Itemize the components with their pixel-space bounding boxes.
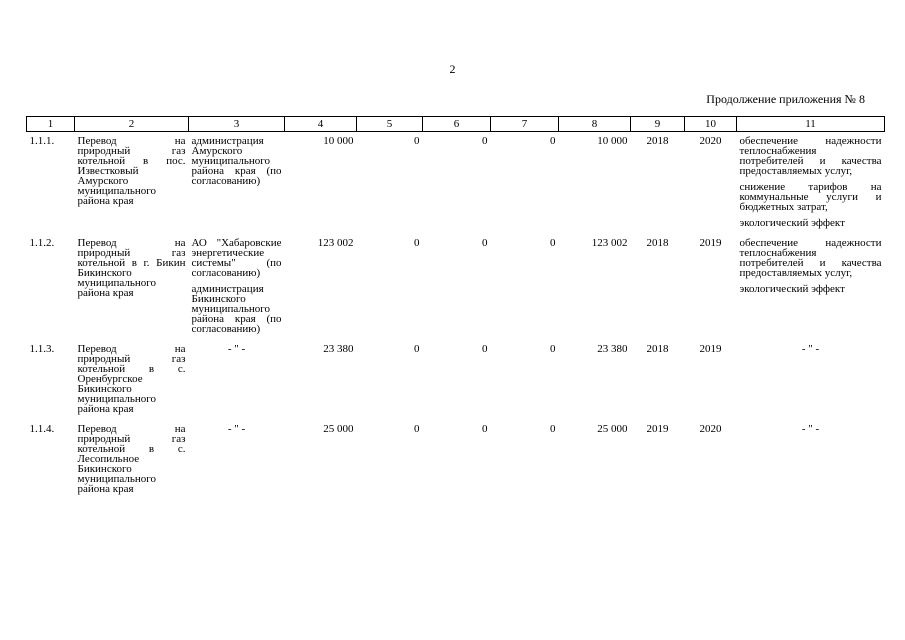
column-header: 8 <box>559 117 631 132</box>
value-col7: 0 <box>550 237 556 249</box>
column-header: 3 <box>189 117 285 132</box>
value-col8: 123 002 <box>591 237 628 249</box>
column-header: 9 <box>631 117 685 132</box>
start-year: 2018 <box>646 237 669 249</box>
column-header: 7 <box>491 117 559 132</box>
measure-name: Перевод на природный газ котельной в с. Оренбургское Бикинского муниципального района края <box>77 343 186 415</box>
executor-text: - " - <box>227 423 246 435</box>
effect-text: - " - <box>801 423 820 435</box>
column-header: 4 <box>285 117 357 132</box>
end-year: 2020 <box>699 135 722 147</box>
measure-name: Перевод на природный газ котельной в г. Бикин Бикинского муниципального района края <box>77 237 186 299</box>
value-col5: 0 <box>414 135 420 147</box>
value-col7: 0 <box>550 423 556 435</box>
executor-text: администрация Амурского муниципального района края (по согласованию) <box>191 135 282 187</box>
table-row <box>27 234 885 340</box>
value-col5: 0 <box>414 237 420 249</box>
row-number: 1.1.2. <box>29 237 55 249</box>
measures-table <box>26 116 885 500</box>
start-year: 2018 <box>646 343 669 355</box>
value-col8: 10 000 <box>597 135 628 147</box>
end-year: 2020 <box>699 423 722 435</box>
row-number: 1.1.3. <box>29 343 55 355</box>
start-year: 2018 <box>646 135 669 147</box>
effect-text: обеспечение надежности теплоснабжения потребителей и качества предоставляемых услуг, <box>739 135 882 177</box>
value-col7: 0 <box>550 343 556 355</box>
value-col5: 0 <box>414 423 420 435</box>
effect-cell <box>737 340 885 420</box>
executor-cell <box>189 132 285 235</box>
executor-text: - " - <box>227 343 246 355</box>
executor-cell <box>189 340 285 420</box>
table-row <box>27 420 885 500</box>
value-col4: 123 002 <box>317 237 354 249</box>
effect-text: экологический эффект <box>739 217 845 229</box>
column-header: 2 <box>75 117 189 132</box>
effect-text: обеспечение надежности теплоснабжения потребителей и качества предоставляемых услуг, <box>739 237 882 279</box>
executor-text: АО "Хабаровские энергетические системы" (по согласованию) <box>191 237 282 279</box>
effect-text: экологический эффект <box>739 283 845 295</box>
column-header: 10 <box>685 117 737 132</box>
row-number: 1.1.4. <box>29 423 55 435</box>
effect-text: - " - <box>801 343 820 355</box>
column-header: 5 <box>357 117 423 132</box>
executor-text: администрация Бикинского муниципального района края (по согласованию) <box>191 283 282 335</box>
appendix-continuation-note: Продолжение приложения № 8 <box>706 92 865 106</box>
executor-cell <box>189 234 285 340</box>
column-header: 11 <box>737 117 885 132</box>
measure-name: Перевод на природный газ котельной в с. Лесопильное Бикинского муниципального района края <box>77 423 186 495</box>
value-col7: 0 <box>550 135 556 147</box>
column-header: 1 <box>27 117 75 132</box>
value-col6: 0 <box>482 423 488 435</box>
value-col5: 0 <box>414 343 420 355</box>
page-number: 2 <box>449 62 456 76</box>
table-header-row <box>27 117 885 132</box>
value-col6: 0 <box>482 135 488 147</box>
effect-cell <box>737 132 885 235</box>
end-year: 2019 <box>699 343 722 355</box>
executor-cell <box>189 420 285 500</box>
start-year: 2019 <box>646 423 669 435</box>
row-number: 1.1.1. <box>29 135 55 147</box>
effect-text: снижение тарифов на коммунальные услуги и бюджетных затрат, <box>739 181 882 213</box>
measure-name: Перевод на природный газ котельной в пос. Известковый Амурского муниципального района края <box>77 135 186 207</box>
column-header: 6 <box>423 117 491 132</box>
value-col4: 23 380 <box>323 343 354 355</box>
value-col8: 25 000 <box>597 423 628 435</box>
value-col6: 0 <box>482 237 488 249</box>
table-row <box>27 340 885 420</box>
value-col4: 10 000 <box>323 135 354 147</box>
effect-cell <box>737 420 885 500</box>
value-col8: 23 380 <box>597 343 628 355</box>
table-row <box>27 132 885 235</box>
effect-cell <box>737 234 885 340</box>
value-col6: 0 <box>482 343 488 355</box>
end-year: 2019 <box>699 237 722 249</box>
value-col4: 25 000 <box>323 423 354 435</box>
